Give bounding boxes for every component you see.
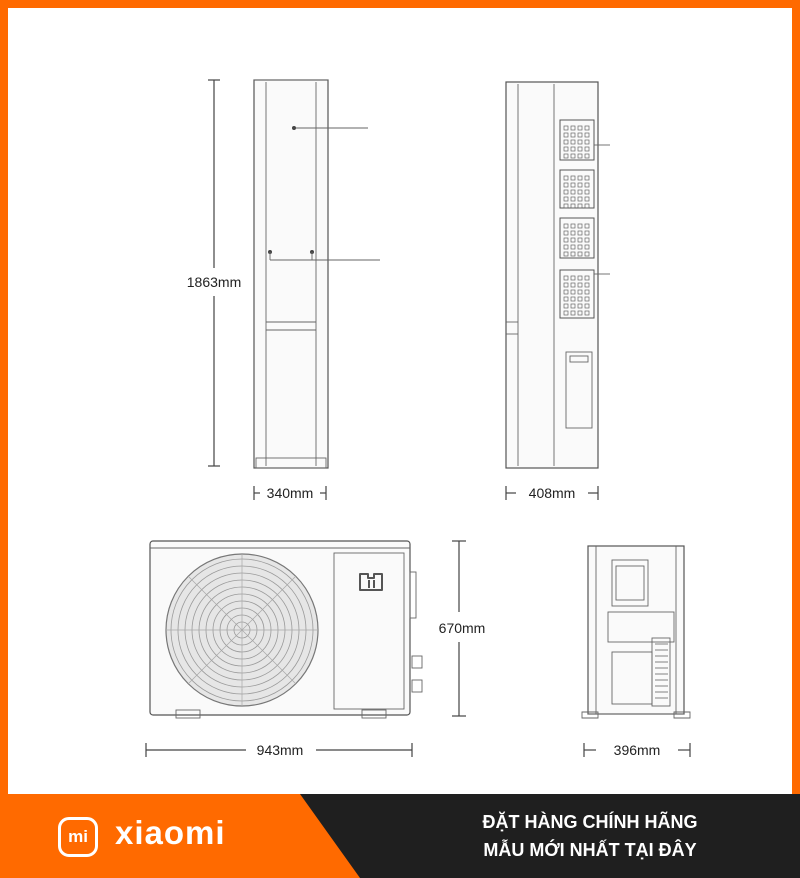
side-depth-label: 408mm <box>528 485 576 501</box>
indoor-front-view <box>254 80 380 468</box>
order-cta-line1[interactable]: ĐẶT HÀNG CHÍNH HÃNG <box>482 812 698 832</box>
outdoor-height-dimension <box>439 541 486 716</box>
sensor-dot <box>292 126 296 130</box>
brand-name: xiaomi <box>115 814 226 851</box>
indoor-side-view <box>506 82 610 468</box>
height-label: 1863mm <box>186 274 242 290</box>
outdoor-depth-dimension <box>584 742 690 758</box>
outdoor-width-label: 943mm <box>256 742 304 758</box>
mi-logo-icon: mi <box>58 817 98 857</box>
outdoor-side-view <box>582 546 690 718</box>
side-depth-dimension <box>506 485 598 501</box>
outdoor-width-dimension <box>146 742 412 758</box>
outdoor-height-label: 670mm <box>438 620 486 636</box>
footer-banner[interactable] <box>0 794 800 878</box>
fan-grille <box>166 554 318 706</box>
front-width-label: 340mm <box>266 485 314 501</box>
order-cta-line2[interactable]: MẪU MỚI NHẤT TẠI ĐÂY <box>483 840 697 860</box>
outdoor-depth-label: 396mm <box>613 742 661 758</box>
height-dimension <box>187 80 241 466</box>
front-width-dimension <box>254 485 326 501</box>
outdoor-front-view <box>150 541 422 718</box>
